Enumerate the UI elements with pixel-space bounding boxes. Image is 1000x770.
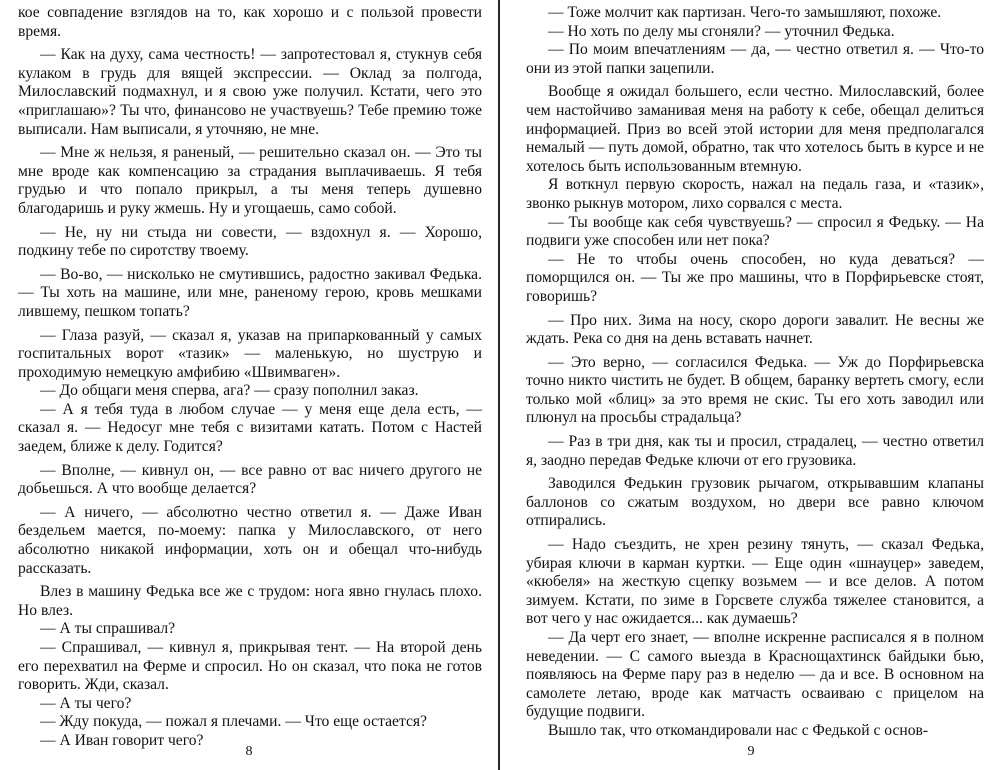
paragraph: — А ничего, — абсолютно честно ответил я. — Даже Иван бездельем мается, по-моему: папка у Милославского, от него абсолютно никакой информации, хоть он и обещал что-нибудь рассказать. xyxy=(18,503,482,577)
paragraph: — Но хоть по делу мы сгоняли? — уточнил Федька. xyxy=(548,22,895,40)
paragraph: — Да черт его знает, — вполне искренне расписался я в полном неведении. — С самого выезда в Краснощахтинск байдыки бью, появляюсь на Ферме пару раз в неделю — да и все. В основном на самолете летаю, вроде как матчасть осваиваю с прицелом на будущие подвиги. xyxy=(526,629,984,721)
left-page xyxy=(0,0,498,770)
left-page-text xyxy=(18,4,482,751)
right-page-number: 9 xyxy=(747,744,755,759)
paragraph: — А ты спрашивал? xyxy=(40,620,176,638)
paragraph: — А я тебя туда в любом случае — у меня еще дела есть, — сказал я. — Недосуг мне тебя с визитами катать. Потом с Настей заедем, ближе к делу. Годится? xyxy=(18,400,482,456)
paragraph: — До общаги меня сперва, ага? — сразу пополнил заказ. xyxy=(40,382,419,400)
left-page-number: 8 xyxy=(245,744,253,759)
paragraph: — Жду покуда, — пожал я плечами. — Что еще остается? xyxy=(40,713,427,731)
right-page xyxy=(502,0,1000,770)
page-gutter-divider xyxy=(498,0,500,770)
paragraph: Вышло так, что откомандировали нас с Федькой с основ- xyxy=(548,721,929,739)
paragraph: — Как на духу, сама честность! — запротестовал я, стукнув себя кулаком в грудь для вящей экспрессии. — Оклад за полгода, Милославский подмахнул, и я свою уже получил. Кстати, чего это «приглашаю»? Ты что, финансово не участвуешь? Тебе премию тоже выписали. Нам выписали, я уточняю, не мне. xyxy=(18,46,482,138)
paragraph: — А ты чего? xyxy=(40,694,132,712)
paragraph: Вообще я ожидал большего, если честно. Милославский, более чем настойчиво заманивая меня на работу к себе, обещал делиться информацией. Приз во всей этой истории для меня предполагался немалый — путь домой, обратно, так что хотелось быть в курсе и не хотелось быть использованным втемную. xyxy=(526,83,984,175)
right-page-text xyxy=(526,4,984,741)
paragraph: — Спрашивал, — кивнул я, прикрывая тент. — На второй день его перехватил на Ферме и спросил. Но он сказал, что пока не готов говорить. Жди, сказал. xyxy=(18,639,482,694)
paragraph: — Раз в три дня, как ты и просил, страдалец, — честно ответил я, заодно передав Федьке ключи от его грузовика. xyxy=(526,433,984,469)
paragraph: Я воткнул первую скорость, нажал на педаль газа, и «тазик», звонко рыкнув мотором, лихо сорвался с места. xyxy=(526,176,984,212)
paragraph: кое совпадение взглядов на то, как хорошо и с пользой провести время. xyxy=(18,4,482,40)
paragraph: — Во-во, — нисколько не смутившись, радостно закивал Федька. — Ты хоть на машине, или мне, раненому герою, кровь мешками лившему, пешком топать? xyxy=(18,265,482,320)
paragraph: — Ты вообще как себя чувствуешь? — спросил я Федьку. — На подвиги уже способен или нет пока? xyxy=(526,213,984,250)
paragraph: — Надо съездить, не хрен резину тянуть, — сказал Федька, убирая ключи в карман куртки. — Еще один «шнауцер» заведем, «кюбеля» на жесткую сцепку возьмем — и все делов. А потом зимуем. Кстати, по зиме в Горсвете служба тяжелее становится, а вот чего у нас ожидается... как думаешь? xyxy=(526,536,984,628)
paragraph: — По моим впечатлениям — да, — честно ответил я. — Что-то они из этой папки зацепили. xyxy=(526,41,984,77)
paragraph: — А Иван говорит чего? xyxy=(40,731,204,749)
paragraph: — Не, ну ни стыда ни совести, — вздохнул я. — Хорошо, подкину тебе по сиротству твоему. xyxy=(18,223,482,260)
paragraph: — Про них. Зима на носу, скоро дороги завалит. Не весны же ждать. Река со дня на день вставать начнет. xyxy=(526,311,984,348)
paragraph: Влез в машину Федька все же с трудом: нога явно гнулась плохо. Но влез. xyxy=(18,583,482,619)
paragraph: — Глаза разуй, — сказал я, указав на припаркованный у самых госпитальных ворот «тазик» — маленькую, но шуструю и проходимую немецкую амфибию «Швимваген». xyxy=(18,326,482,381)
paragraph: — Не то чтобы очень способен, но куда деваться? — поморщился он. — Ты же про машины, что в Порфирьевске стоят, говоришь? xyxy=(526,250,984,305)
paragraph: — Вполне, — кивнул он, — все равно от вас ничего другого не добьешься. А что вообще делается? xyxy=(18,461,482,498)
paragraph: — Тоже молчит как партизан. Чего-то замышляют, похоже. xyxy=(548,4,942,21)
paragraph: — Это верно, — согласился Федька. — Уж до Порфирьевска точно никто чистить не будет. В общем, баранку вертеть смогу, если только мой «блиц» за это время не скис. Ты его хоть заводил или плюнул на просьбы страдальца? xyxy=(526,353,984,427)
paragraph: — Мне ж нельзя, я раненый, — решительно сказал он. — Это ты мне вроде как компенсацию за страдания выплачиваешь. Я тебя грудью и что попало прикрыл, а ты меня теперь душевно благодаришь и руку жмешь. Ну и угощаешь, само собой. xyxy=(18,144,482,217)
paragraph: Заводился Федькин грузовик рычагом, открывавшим клапаны баллонов со сжатым воздухом, но двери все равно ключом отпирались. xyxy=(526,475,984,530)
